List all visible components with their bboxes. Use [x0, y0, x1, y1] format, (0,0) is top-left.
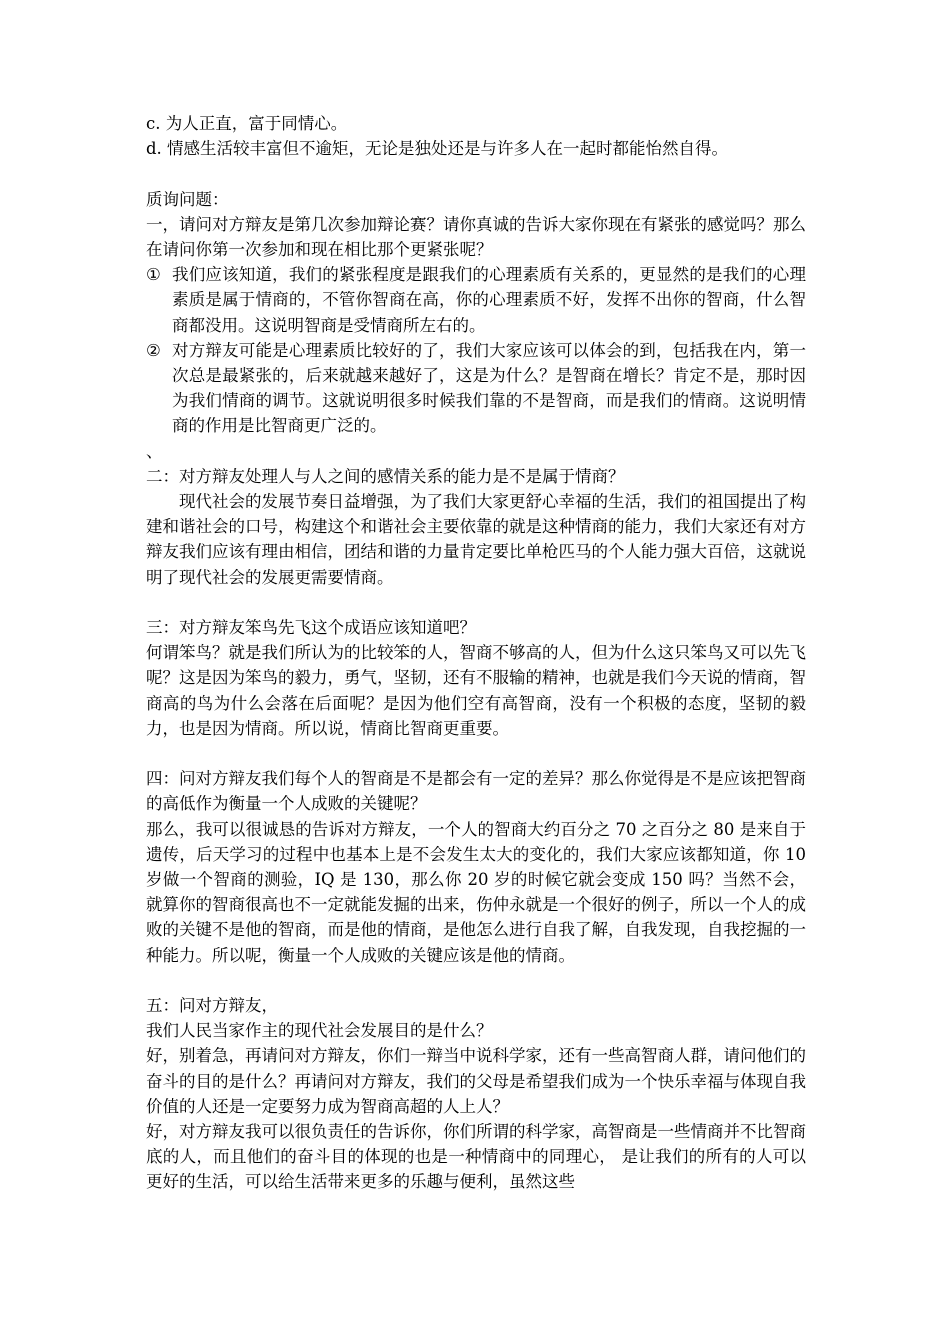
answer-item-text: 对方辩友可能是心理素质比较好的了，我们大家应该可以体会的到，包括我在内，第一次总是最紧张的，后来就越来越好了，这是为什么？是智商在增长？肯定不是，那时因为我们情商的调节。这就说明很多时候我们靠的不是智商，而是我们的情商。这说明情商的作用是比智商更广泛的。 — [172, 340, 806, 436]
question-5: 五：问对方辩友， — [146, 996, 278, 1016]
answer-4: 那么，我可以很诚恳的告诉对方辩友，一个人的智商大约百分之 70 之百分之 80 是来自于遗传，后天学习的过程中也基本上是不会发生太大的变化的，我们大家应该都知道，你 10 岁做一个智商的测验，IQ 是 130，那么你 20 岁的时候它就会变成 150 吗？当然不会，就算你的智商很高也不一定就能发掘的出来，伤仲永就是一个很好的例子，所以一个人的成败的关键不是他的智商，而是他的情商，是他怎么进行自我了解，自我发现，自我挖掘的一种能力。所以呢，衡量一个人成败的关键应该是他的情商。 — [146, 819, 806, 965]
question-5-line-2: 我们人民当家作主的现代社会发展目的是什么？ — [146, 1021, 493, 1041]
answer-item-text: 我们应该知道，我们的紧张程度是跟我们的心理素质有关系的，更显然的是我们的心理素质是属于情商的，不管你智商在高，你的心理素质不好，发挥不出你的智商，什么智商都没用。这说明智商是受情商所左右的。 — [172, 265, 806, 335]
trait-d: d. 情感生活较丰富但不逾矩，无论是独处还是与许多人在一起时都能怡然自得。 — [146, 139, 729, 159]
question-2: 二：对方辩友处理人与人之间的感情关系的能力是不是属于情商？ — [146, 466, 625, 486]
blank-line — [146, 741, 806, 766]
circled-number-marker: ② — [146, 340, 161, 360]
document-page — [146, 111, 806, 1195]
trait-c: c. 为人正直，富于同情心。 — [146, 114, 348, 133]
circled-number-marker: ① — [146, 265, 161, 285]
blank-line — [146, 161, 806, 186]
blank-line — [146, 968, 806, 993]
section-title: 质询问题： — [146, 189, 229, 209]
answer-2: 现代社会的发展节奏日益增强，为了我们大家更舒心幸福的生活，我们的祖国提出了构建和谐社会的口号，构建这个和谐社会主要依靠的就是这种情商的能力，我们大家还有对方辩友我们应该有理由相信，团结和谐的力量肯定要比单枪匹马的个人能力强大百倍，这就说明了现代社会的发展更需要情商。 — [146, 492, 806, 587]
question-5-followup: 好，别着急，再请问对方辩友，你们一辩当中说科学家，还有一些高智商人群，请问他们的奋斗的目的是什么？再请问对方辩友，我们的父母是希望我们成为一个快乐幸福与体现自我价值的人还是一定要努力成为智商高超的人上人？ — [146, 1046, 806, 1116]
answer-5: 好，对方辩友我可以很负责任的告诉你，你们所谓的科学家，高智商是一些情商并不比智商底的人，而且他们的奋斗目的体现的也是一种情商中的同理心， 是让我们的所有的人可以更好的生活，可以给生活带来更多的乐趣与便利，虽然这些 — [146, 1122, 806, 1192]
blank-line — [146, 590, 806, 615]
question-3: 三：对方辩友笨鸟先飞这个成语应该知道吧？ — [146, 618, 476, 638]
answer-item-1 — [146, 262, 806, 338]
answer-item-2 — [146, 338, 806, 439]
question-1: 一，请问对方辩友是第几次参加辩论赛？请你真诚的告诉大家你现在有紧张的感觉吗？那么在请问你第一次参加和现在相比那个更紧张呢？ — [146, 214, 806, 259]
stray-mark: 、 — [146, 441, 163, 461]
question-4: 四：问对方辩友我们每个人的智商是不是都会有一定的差异？那么你觉得是不是应该把智商的高低作为衡量一个人成败的关键呢？ — [146, 769, 806, 814]
answer-3: 何谓笨鸟？就是我们所认为的比较笨的人，智商不够高的人，但为什么这只笨鸟又可以先飞呢？这是因为笨鸟的毅力，勇气，坚韧，还有不服输的精神，也就是我们今天说的情商，智商高的鸟为什么会落在后面呢？是因为他们空有高智商，没有一个积极的态度，坚韧的毅力，也是因为情商。所以说，情商比智商更重要。 — [146, 643, 806, 738]
